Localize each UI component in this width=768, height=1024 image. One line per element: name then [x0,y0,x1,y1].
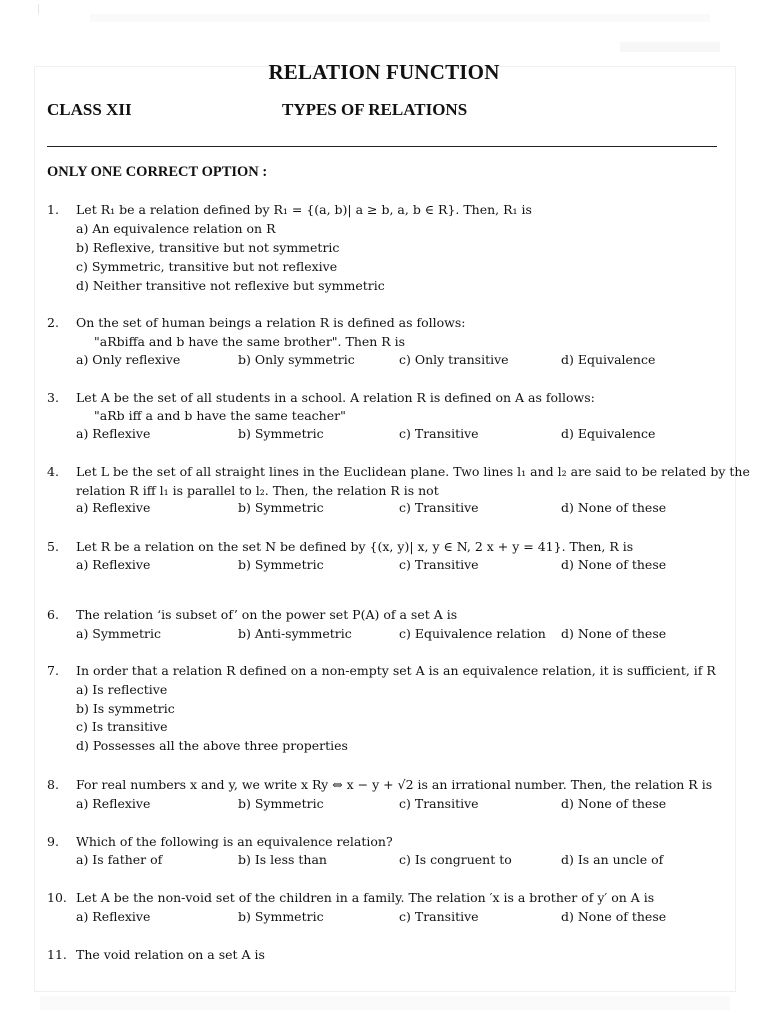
option-a: a) An equivalence relation on R [76,221,276,236]
option-c: c) Is congruent to [399,852,512,867]
option-a: a) Reflexive [76,796,151,811]
option-c: c) Transitive [399,557,479,572]
question-number: 8. [47,777,59,792]
question-number: 4. [47,464,59,479]
question-text: In order that a relation R defined on a non-empty set A is an equivalence relation, it is sufficient, if R [76,663,716,678]
document-title: RELATION FUNCTION [268,60,500,84]
header-divider [47,146,717,147]
option-d: d) Equivalence [561,352,656,367]
question-number: 10. [47,890,67,905]
question-text: Let A be the non-void set of the children in a family. The relation ′x is a brother of y′ on A is [76,890,655,905]
option-b: b) Is symmetric [76,701,175,716]
option-b: b) Symmetric [238,909,324,924]
question-number: 1. [47,202,59,217]
question-text: The void relation on a set A is [76,947,265,962]
question-text: Let A be the set of all students in a school. A relation R is defined on A as follows: [76,390,595,405]
option-a: a) Reflexive [76,426,151,441]
option-c: c) Transitive [399,796,479,811]
option-d: d) Neither transitive not reflexive but symmetric [76,278,385,293]
option-c: c) Symmetric, transitive but not reflexive [76,259,338,274]
question-text: For real numbers x and y, we write x Ry ⇔ x − y + √2 is an irrational number. Then, the relation R is [76,777,713,792]
question-number: 6. [47,607,59,622]
option-c: c) Transitive [399,909,479,924]
option-a: a) Reflexive [76,557,151,572]
option-d: d) Is an uncle of [561,852,664,867]
option-b: b) Anti-symmetric [238,626,352,641]
question-text: Let R₁ be a relation defined by R₁ = {(a, b)| a ≥ b, a, b ∈ R}. Then, R₁ is [76,202,532,217]
section-heading: ONLY ONE CORRECT OPTION : [47,164,268,180]
class-label: CLASS XII [47,100,132,119]
option-b: b) Symmetric [238,500,324,515]
topic-heading: TYPES OF RELATIONS [282,100,468,119]
option-c: c) Is transitive [76,719,168,734]
option-c: c) Transitive [399,500,479,515]
question-text-line2: "aRbiffa and b have the same brother". Then R is [94,334,406,349]
option-d: d) Equivalence [561,426,656,441]
question-number: 11. [47,947,67,962]
option-a: a) Only reflexive [76,352,181,367]
question-number: 5. [47,539,59,554]
question-text: The relation ‘is subset of’ on the power set P(A) of a set A is [76,607,458,622]
question-text-line2: "aRb iff a and b have the same teacher" [94,408,346,423]
option-b: b) Is less than [238,852,327,867]
option-d: d) None of these [561,909,667,924]
option-a: a) Is reflective [76,682,168,697]
question-number: 2. [47,315,59,330]
option-b: b) Symmetric [238,557,324,572]
question-text-line2: relation R iff l₁ is parallel to l₂. Then, the relation R is not [76,483,439,498]
faded-watermark [620,42,720,52]
option-d: d) None of these [561,557,667,572]
option-b: b) Only symmetric [238,352,355,367]
option-a: a) Reflexive [76,500,151,515]
option-c: c) Transitive [399,426,479,441]
option-a: a) Symmetric [76,626,162,641]
option-a: a) Reflexive [76,909,151,924]
option-d: d) None of these [561,626,667,641]
question-number: 7. [47,663,59,678]
faded-footer-band [40,996,730,1010]
question-text: Let R be a relation on the set N be defined by {(x, y)| x, y ∈ N, 2 x + y = 41}. Then, R is [76,539,634,554]
option-a: a) Is father of [76,852,163,867]
option-b: b) Reflexive, transitive but not symmetric [76,240,340,255]
page-corner-mark [38,4,45,14]
option-c: c) Only transitive [399,352,509,367]
option-b: b) Symmetric [238,796,324,811]
option-d: d) None of these [561,500,667,515]
question-text: Which of the following is an equivalence relation? [76,834,393,849]
question-number: 9. [47,834,59,849]
faded-header-band [90,14,710,22]
option-d: d) Possesses all the above three properties [76,738,348,753]
question-number: 3. [47,390,59,405]
question-text: On the set of human beings a relation R is defined as follows: [76,315,466,330]
option-d: d) None of these [561,796,667,811]
question-text: Let L be the set of all straight lines in the Euclidean plane. Two lines l₁ and l₂ are said to be related by the [76,464,750,479]
option-b: b) Symmetric [238,426,324,441]
option-c: c) Equivalence relation [399,626,546,641]
